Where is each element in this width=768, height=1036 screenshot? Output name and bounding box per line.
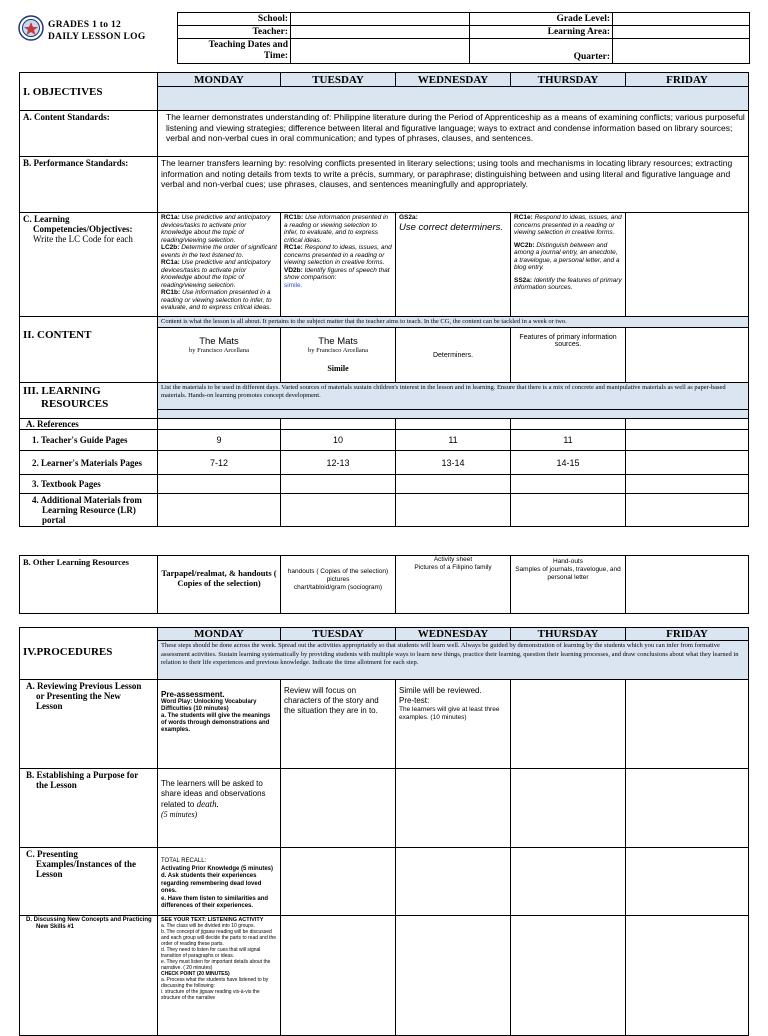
friday-content <box>626 328 749 383</box>
lm-wednesday: 13-14 <box>396 451 511 475</box>
reviewing-lesson-label: A. Reviewing Previous Lesson or Presenting the New Lesson <box>20 680 158 769</box>
content-standards-label: A. Content Standards: <box>20 111 158 157</box>
proc-day-monday: MONDAY <box>158 628 281 641</box>
grade-level-label: Grade Level: <box>470 13 613 26</box>
lm-thursday: 14-15 <box>511 451 626 475</box>
school-label: School: <box>178 13 291 26</box>
objectives-heading: I. OBJECTIVES <box>20 73 158 111</box>
other-resources-table <box>19 555 749 614</box>
teacher-value[interactable] <box>291 26 470 39</box>
tg-friday <box>626 430 749 451</box>
tuesday-content: The Mats by Francisco Arcellana Simile <box>281 328 396 383</box>
day-monday: MONDAY <box>158 73 281 87</box>
grade-level-value[interactable] <box>613 13 750 26</box>
tg-wednesday: 11 <box>396 430 511 451</box>
header-table <box>177 12 750 64</box>
competencies-label: C. Learning Competencies/Objectives: Write the LC Code for each <box>20 213 158 317</box>
content-note: Content is what the lesson is all about. It pertains to the subject matter that the teacher aims to teach. In the CG, the content can be tackled in a week or two. <box>158 317 749 328</box>
tg-monday: 9 <box>158 430 281 451</box>
purpose-monday: The learners will be asked to share ideas and observations related to death. (5 minutes) <box>158 769 281 848</box>
procedures-note: These steps should be done across the week. Spread out the activities appropriately so that students will learn well. Always be guided by demonstration of learning by the students which you can infer from formative assessment activities. Sustain learning systematically by providing students with multiple ways to learn new things, practice their learning, question their learning processes, and draw conclusions about what they learned in relation to their life experiences and previous knowledge. Indicate the time allotment for each step. <box>158 641 749 680</box>
school-value[interactable] <box>291 13 470 26</box>
learners-materials-label: 2. Learner's Materials Pages <box>20 451 158 475</box>
other-tuesday: handouts ( Copies of the selection) pictures chart/tabloid/gram (sociogram) <box>281 556 396 614</box>
quarter-value[interactable] <box>613 39 750 64</box>
day-thursday: THURSDAY <box>511 73 626 87</box>
lm-monday: 7-12 <box>158 451 281 475</box>
dates-value[interactable] <box>291 39 470 64</box>
teacher-label: Teacher: <box>178 26 291 39</box>
other-thursday: Hand-outs Samples of journals, travelogue, and personal letter <box>511 556 626 614</box>
doc-title-line1: GRADES 1 to 12 <box>48 20 122 30</box>
textbook-pages-label: 3. Textbook Pages <box>20 475 158 494</box>
additional-materials-label: 4. Additional Materials from Learning Resource (LR) portal <box>20 494 158 527</box>
dates-label: Teaching Dates and Time: <box>178 39 291 64</box>
lm-friday <box>626 451 749 475</box>
friday-competencies <box>626 213 749 317</box>
thursday-content: Features of primary information sources. <box>511 328 626 383</box>
day-wednesday: WEDNESDAY <box>396 73 511 87</box>
monday-content: The Mats by Francisco Arcellana <box>158 328 281 383</box>
other-wednesday: Activity sheet Pictures of a Filipino family <box>396 556 511 614</box>
resources-band <box>158 410 749 419</box>
content-standards-text: The learner demonstrates understanding of: Philippine literature during the Period of Apprenticeship as a means of examining conflicts; various purposeful listening and viewing strategies; difference between literal and figurative language; ways to extract and condense information based on library sources; verbal and non-verbal cues in oral communication; and types of phrases, clauses, and sentences. <box>158 111 749 157</box>
procedures-heading: IV.PROCEDURES <box>20 628 158 680</box>
learning-area-label: Learning Area: <box>470 26 613 39</box>
discussing-concepts-label: D. Discussing New Concepts and Practicing New Skills #1 <box>20 916 158 1036</box>
doc-title-line2: DAILY LESSON LOG <box>48 32 146 42</box>
proc-day-friday: FRIDAY <box>626 628 749 641</box>
establishing-purpose-label: B. Establishing a Purpose for the Lesson <box>20 769 158 848</box>
wednesday-competencies: GS2a: Use correct determiners. <box>396 213 511 317</box>
other-friday <box>626 556 749 614</box>
objectives-band <box>158 87 749 111</box>
proc-day-tuesday: TUESDAY <box>281 628 396 641</box>
thursday-competencies: RC1e: Respond to ideas, issues, and concerns presented in a reading or viewing selection in creative forms. WC2b: Distinguish between and among a journal entry, an anecdote, a travelogue, a personal letter, and a blog entry. SS2a: Identify the features of primary information sources. <box>511 213 626 317</box>
quarter-label: Quarter: <box>470 39 613 64</box>
content-heading: II. CONTENT <box>20 317 158 383</box>
resources-note: List the materials to be used in different days. Varied sources of materials sustain children's interest in the lesson and in learning. Ensure that there is a mix of concrete and manipulative materials as well as paper-based materials. Hands-on learning promotes concept development. <box>158 383 749 410</box>
proc-day-thursday: THURSDAY <box>511 628 626 641</box>
references-label: A. References <box>20 419 158 430</box>
performance-standards-label: B. Performance Standards: <box>20 157 158 213</box>
learning-resources-heading: III. LEARNING RESOURCES <box>20 383 158 419</box>
deped-seal <box>18 15 44 41</box>
presenting-monday: TOTAL RECALL: Activating Prior Knowledge (5 minutes) d. Ask students their experiences regarding remembering dead loved ones. e. Have them listen to similarities and differences of their experiences. <box>158 848 281 916</box>
tg-tuesday: 10 <box>281 430 396 451</box>
monday-competencies: RC1a: Use predictive and anticipatory devices/tasks to activate prior knowledge about the topic of reading/viewing selection. LC2b: Determine the order of significant events in the text listened to. RC1a: Use predictive and anticipatory devices/tasks to activate prior knowledge about the topic of reading/viewing selection. RC1b: Use information presented in a reading or viewing selection to infer, to evaluate, and to express critical ideas. <box>158 213 281 317</box>
day-tuesday: TUESDAY <box>281 73 396 87</box>
tuesday-competencies: RC1b: Use information presented in a reading or viewing selection to infer, to evaluate, and to express critical ideas. RC1e: Respond to ideas, issues, and concerns presented in a reading or viewing selection in creative forms. VD2b: Identify figures of speech that show comparison: simile. <box>281 213 396 317</box>
lm-tuesday: 12-13 <box>281 451 396 475</box>
learning-area-value[interactable] <box>613 26 750 39</box>
performance-standards-text: The learner transfers learning by: resolving conflicts presented in literary selections; using tools and mechanisms in locating library resources; extracting information and noting details from texts to write a précis, summary, or paraphrase; distinguishing between and using literal and figurative language and verbal and non-verbal cues; use phrases, clauses, and sentences meaningfully and appropriately. <box>158 157 749 213</box>
teachers-guide-label: 1. Teacher's Guide Pages <box>20 430 158 451</box>
other-resources-label: B. Other Learning Resources <box>20 556 158 614</box>
other-monday: Tarpapel/realmat, & handouts ( Copies of the selection) <box>158 556 281 614</box>
reviewing-monday: Pre-assessment. Word Play: Unlocking Vocabulary Difficulties (10 minutes) a. The students will give the meanings of words through demonstrations and examples. <box>158 680 281 769</box>
discussing-monday: SEE YOUR TEXT: LISTENING ACTIVITY a. The class will be divided into 10 groups. b. The concept of jigsaw reading will be discussed and each group will decide the parts to read and the order of reading these parts. d. They need to listen for cues that will signal transition of paragraphs or ideas. e. They must listen for important details about the narrative. ( 20 minutes) CHECK POINT (20 MINUTES) a. Process what the students have listened to by discussing the following: i. structure of the jigsaw reading vis-à-vis the structure of the narrative <box>158 916 281 1036</box>
presenting-examples-label: C. Presenting Examples/Instances of the Lesson <box>20 848 158 916</box>
objectives-table <box>19 72 749 527</box>
tg-thursday: 11 <box>511 430 626 451</box>
day-friday: FRIDAY <box>626 73 749 87</box>
wednesday-content: Determiners. <box>396 328 511 383</box>
procedures-table <box>19 627 749 1036</box>
proc-day-wednesday: WEDNESDAY <box>396 628 511 641</box>
reviewing-tuesday: Review will focus on characters of the story and the situation they are in to. <box>281 680 396 769</box>
reviewing-wednesday: Simile will be reviewed. Pre-test: The learners will give at least three examples. (10 minutes) <box>396 680 511 769</box>
